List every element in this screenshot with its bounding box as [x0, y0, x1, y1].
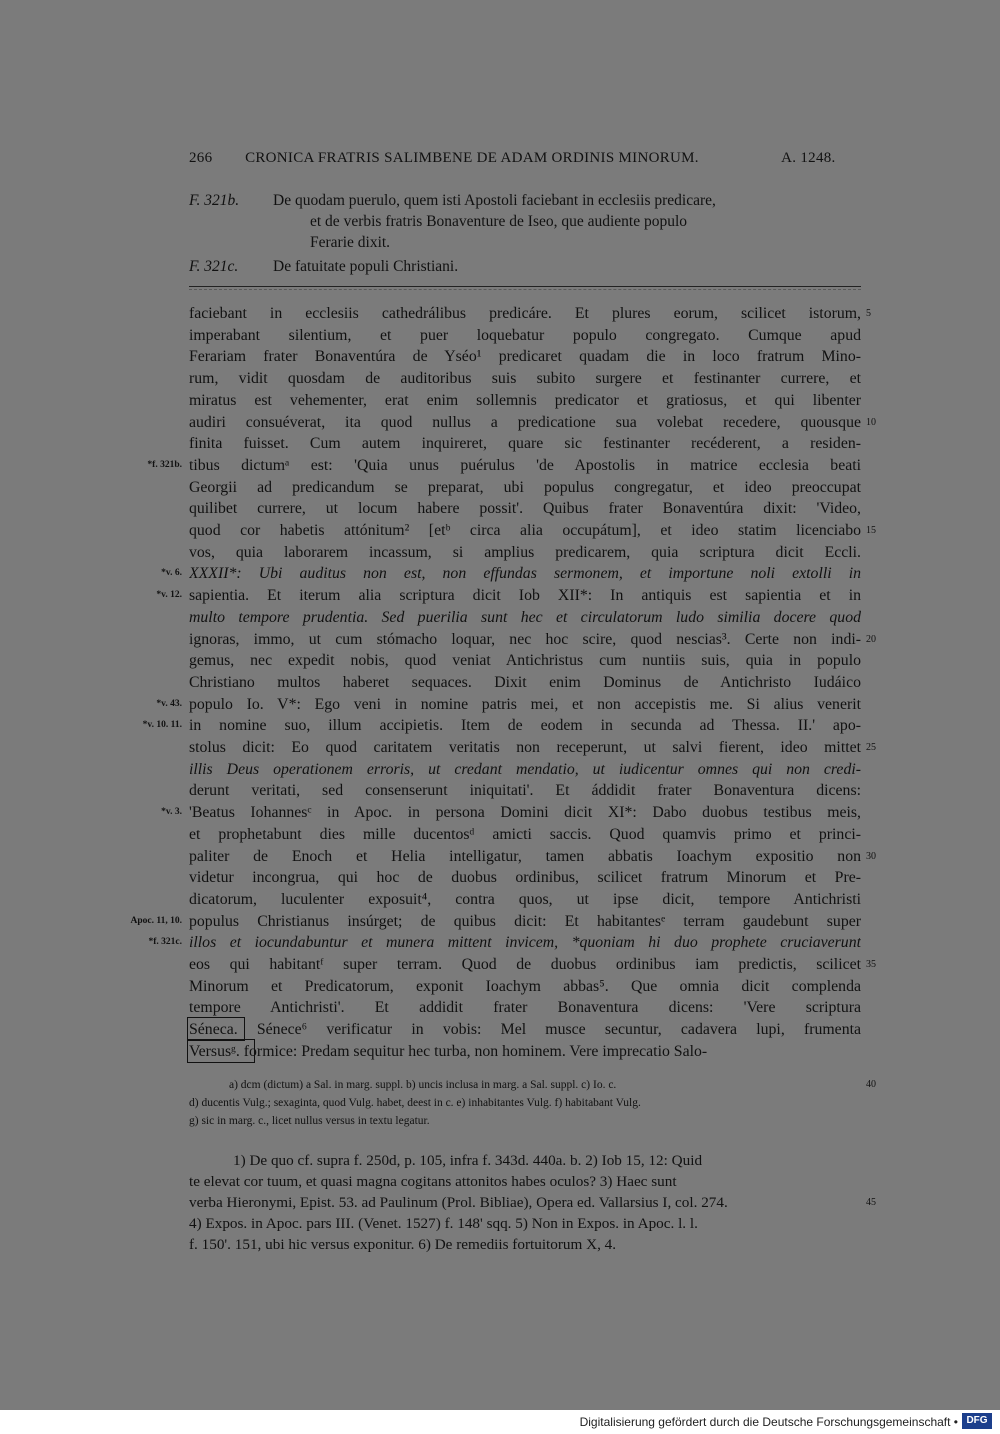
margin-ref: *f. 321b. [147, 459, 182, 470]
text-line: imperabant silentium, et puer loquebatur populo congregato. Cumque apud [189, 326, 861, 344]
footer-bar [0, 1410, 1000, 1434]
line-number: 15 [866, 525, 876, 536]
text-line: miratus est vehementer, erat enim sollemnis predicator et gratiosus, et qui libenter [189, 391, 861, 409]
rubric-2 [189, 256, 861, 277]
text-line: Georgii ad predicandum se preparat, ubi populus congregatur, et ideo preoccupat [189, 478, 861, 496]
text-line: in nomine suo, illum accipietis. Item de eodem in secunda ad Thessa. II.' apo- [189, 717, 861, 735]
year-label: A. 1248. [781, 150, 836, 166]
divider [189, 286, 861, 287]
line-number: 40 [866, 1079, 876, 1090]
rubric-ref: F. 321c. [189, 258, 239, 275]
text-line: illis Deus operationem erroris, ut credant mendatio, ut iudicentur omnes qui non credi- [189, 760, 861, 778]
text-line: gemus, nec expedit nobis, quod veniat Antichristus cum nuntiis suis, quia in populo [189, 652, 861, 670]
line-number: 30 [866, 850, 876, 862]
text-line: dicatorum, luculenter exposuit⁴, contra quos, ut ipse dicit, tempore Antichristi [189, 890, 861, 908]
margin-ref: *f. 321c. [148, 937, 182, 948]
text-line: Ferariam frater Bonaventúra de Yséo¹ predicaret quadam die in loco fratrum Mino- [189, 348, 861, 366]
margin-ref: Apoc. 11, 10. [130, 915, 182, 926]
apparatus-line: d) ducentis Vulg.; sexaginta, quod Vulg. habet, deest in c. e) inhabitantes Vulg. f) habitabant Vulg. [189, 1097, 641, 1109]
line-number: 35 [866, 959, 876, 970]
margin-ref: *v. 10. 11. [142, 720, 182, 731]
footnote-line: 1) De quo cf. supra f. 250d, p. 105, infra f. 343d. 440a. b. 2) Iob 15, 12: Quid [233, 1152, 703, 1169]
text-line: paliter de Enoch et Helia intelligatur, tamen abbatis Ioachym expositio non [189, 847, 861, 865]
text-line: stolus dicit: Eo quod caritatem veritatis non receperunt, ut salvi fierent, ideo mittet [189, 739, 861, 756]
text-line: faciebant in ecclesiis cathedrálibus predicáre. Et plures eorum, scilicet istorum, [189, 305, 861, 322]
rubric-1 [189, 190, 861, 253]
text-line: XXXII*: Ubi auditus non est, non effundas sermonem, et importune noli extolli in [189, 565, 861, 583]
text-line: tibus dictumᵃ est: 'Quia unus puérulus 'de Apostolis in matrice ecclesia beati [189, 456, 861, 474]
text-line: audiri consuéverat, ita quod nullus a predicatione sua volebat recedere, quousque [189, 413, 861, 431]
funding-note: Digitalisierung gefördert durch die Deutsche Forschungsgemeinschaft • [579, 1415, 958, 1429]
text-line: populo Io. V*: Ego veni in nomine patris mei, et non accepistis me. Si alius venerit [189, 695, 861, 713]
footnote-line: te elevat cor tuum, et quasi magna cogitans attonitos habes oculos? 3) Haec sunt [189, 1173, 677, 1190]
footnote-line: f. 150'. 151, ubi hic versus exponitur. 6) De remediis fortuitorum X, 4. [189, 1236, 617, 1253]
page-title: CRONICA FRATRIS SALIMBENE DE ADAM ORDINIS MINORUM. [245, 150, 699, 166]
text-line: eos qui habitantᶠ super terram. Quod de duobus ordinibus iam predictis, scilicet [189, 956, 861, 973]
rubric-ref: F. 321b. [189, 192, 240, 209]
dfg-logo: DFG [962, 1413, 992, 1429]
text-line: et prophetabunt dies mille ducentosᵈ amicti saccis. Quod quamvis primo et princi- [189, 825, 861, 843]
margin-ref: *v. 3. [161, 807, 182, 818]
text-line: finita fuisset. Cum autem inquireret, quare sic festinanter recéderent, a residen- [189, 435, 861, 453]
rubric-text-line: et de verbis fratris Bonaventure de Iseo, que audiente populo [310, 213, 688, 230]
footnote-line: verba Hieronymi, Epist. 53. ad Paulinum (Prol. Bibliae), Opera ed. Vallarsius I, col. 274. [189, 1194, 728, 1211]
footnote-line: 4) Expos. in Apoc. pars III. (Venet. 1527) f. 148' sqq. 5) Non in Expos. in Apoc. l. l. [189, 1215, 698, 1232]
text-line: quod cor habetis attónitum² [etᵇ circa alia occupátum], et ideo statim licenciabo [189, 522, 861, 539]
apparatus-line: g) sic in marg. c., licet nullus versus in textu legatur. [189, 1115, 430, 1127]
rubric-text-line: Ferarie dixit. [310, 234, 391, 251]
text-line: populus Christianus insúrget; de quibus dicit: Et habitantesᵉ terram gaudebunt super [189, 912, 861, 930]
text-line: derunt veritati, sed consenserunt iniquitati'. Et áddidit frater Bonaventura dicens: [189, 782, 861, 800]
apparatus-line: a) dcm (dictum) a Sal. in marg. suppl. b) uncis inclusa in marg. a Sal. suppl. c) Io. c. [229, 1079, 617, 1091]
text-line: vos, quia laborarem incassum, si amplius predicarem, quia scriptura dicit Eccli. [189, 543, 861, 561]
versus-box [187, 1039, 255, 1063]
text-line: quilibet currere, ut locum habere possit'. Quibus frater Bonaventúra dixit: 'Video, [189, 500, 861, 518]
line-number: 10 [866, 416, 876, 428]
margin-ref: *v. 43. [156, 698, 182, 709]
text-line: multo tempore prudentia. Sed puerilia sunt hec et circulatorum ludo similia docere quod [189, 608, 861, 626]
text-line: Christiano multos haberet sequaces. Dixit enim Dominus de Antichristo Iudáico [189, 673, 861, 691]
text-line: 'Beatus Iohannesᶜ in Apoc. in persona Domini dicit XI*: Dabo duobus testibus meis, [189, 804, 861, 822]
seneca-box [187, 1017, 245, 1041]
text-line: illos et iocundabuntur et munera mittent invicem, *quoniam hi duo prophete cruciaverunt [189, 934, 861, 952]
line-number: 5 [866, 308, 871, 319]
line-number: 45 [866, 1197, 876, 1208]
rubric-text [273, 190, 861, 253]
text-line: sapientia. Et iterum alia scriptura dicit Iob XII*: In antiquis est sapientia et in [189, 587, 861, 605]
text-line: tempore Antichristi'. Et addidit frater Bonaventura dicens: 'Vere scriptura [189, 999, 861, 1017]
rubric-text: De fatuitate populi Christiani. [273, 258, 459, 275]
rubric-text-line: De quodam puerulo, quem isti Apostoli faciebant in ecclesiis predicare, [273, 192, 716, 209]
page-number: 266 [189, 150, 213, 166]
line-number: 20 [866, 633, 876, 645]
running-header [189, 150, 861, 167]
text-line: Séneca. Sénece⁶ verificatur in vobis: Mel musce secuntur, cadavera lupi, frumenta [189, 1021, 861, 1039]
text-line: rum, vidit quosdam de auditoribus suis subito surgere et festinanter currere, et [189, 370, 861, 388]
text-line: Versusᵍ. formice: Predam sequitur hec turba, non hominem. Vere imprecatio Salo- [189, 1042, 708, 1060]
margin-ref: *v. 12. [156, 590, 182, 601]
text-line: Minorum et Predicatorum, exponit Ioachym abbas⁵. Que omnia dicit complenda [189, 977, 861, 995]
divider [189, 289, 861, 290]
margin-ref: *v. 6. [161, 568, 182, 579]
text-line: ignoras, immo, ut cum stómacho loquar, nec hoc scire, quod nescias³. Certe non indi- [189, 630, 861, 648]
text-line: videtur incongrua, qui hoc de duobus ordinibus, scilicet fratrum Minorum et Pre- [189, 869, 861, 887]
line-number: 25 [866, 742, 876, 753]
